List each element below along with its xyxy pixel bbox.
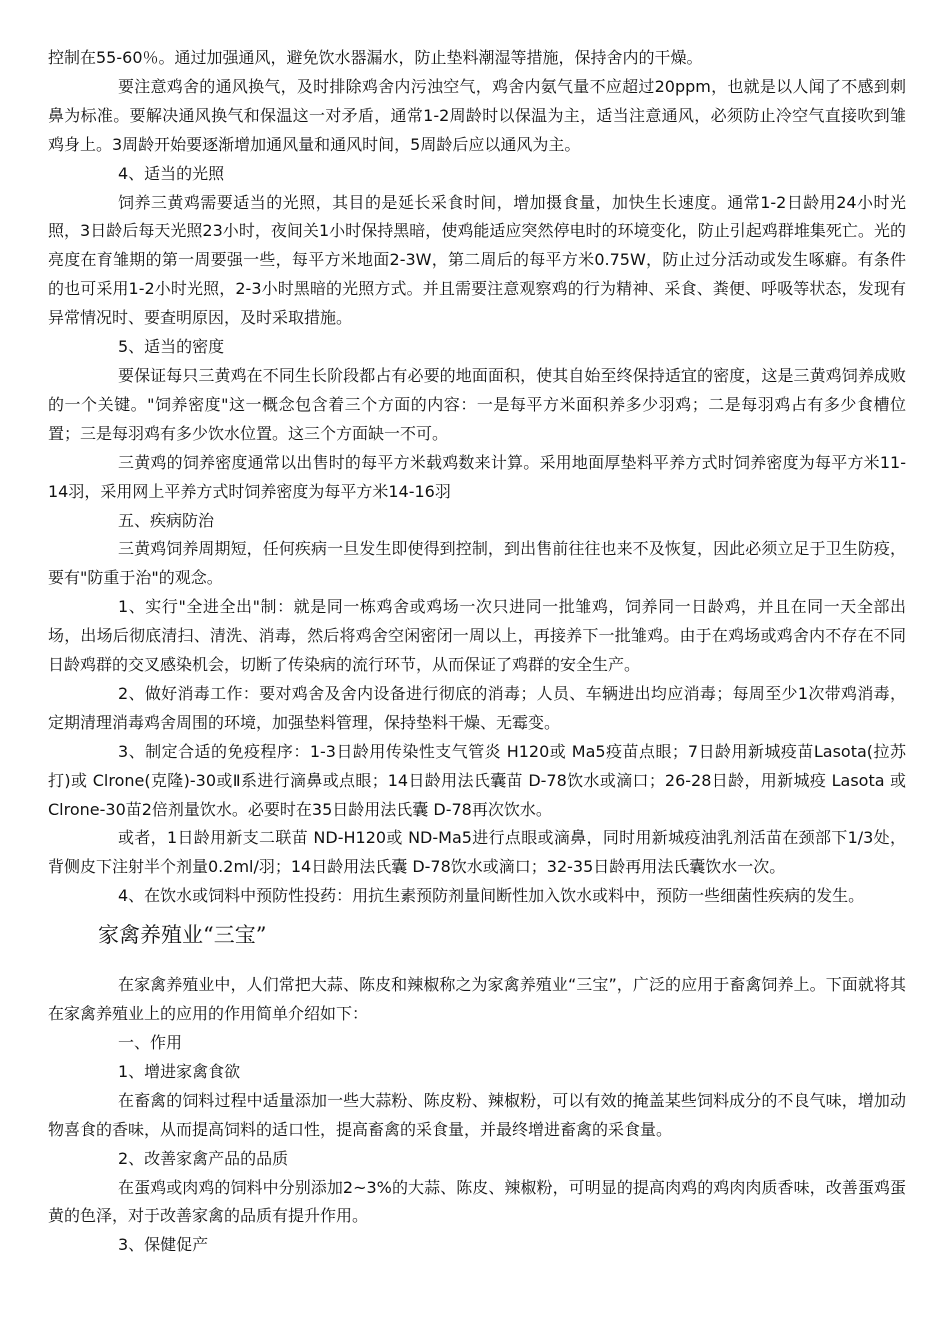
section-heading: 五、疾病防治 xyxy=(118,510,215,530)
subheading: 1、增进家禽食欲 xyxy=(118,1061,241,1081)
body-section-2 xyxy=(48,971,906,1260)
document-page xyxy=(48,44,906,1260)
paragraph: 在畜禽的饲料过程中适量添加一些大蒜粉、陈皮粉、辣椒粉，可以有效的掩盖某些饲料成分的不良气味，增加动物喜食的香味，从而提高饲料的适口性，提高畜禽的采食量，并最终增进畜禽的采食量。 xyxy=(48,1090,906,1139)
article-title: 家禽养殖业“三宝” xyxy=(98,923,267,948)
paragraph: 要保证每只三黄鸡在不同生长阶段都占有必要的地面面积，使其自始至终保持适宜的密度，这是三黄鸡饲养成败的一个关键。"饲养密度"这一概念包含着三个方面的内容：一是每平方米面积养多少羽鸡；二是每羽鸡占有多少食槽位置；三是每羽鸡有多少饮水位置。这三个方面缺一不可。 xyxy=(48,365,906,443)
paragraph: 3、制定合适的免疫程序：1-3日龄用传染性支气管炎 H120或 Ma5疫苗点眼；7日龄用新城疫苗Lasota(拉苏打)或 Clrone(克隆)-30或Ⅱ系进行滴鼻或点眼；14日龄用法氏囊苗 D-78饮水或滴口；26-28日龄，用新城疫 Lasota 或 Clrone-30苗2倍剂量饮水。必要时在35日龄用法氏囊 D-78再次饮水。 xyxy=(48,741,906,819)
subheading: 2、改善家禽产品的品质 xyxy=(118,1148,289,1168)
paragraph: 三黄鸡的饲养密度通常以出售时的每平方米载鸡数来计算。采用地面厚垫料平养方式时饲养密度为每平方米11-14羽，采用网上平养方式时饲养密度为每平方米14-16羽 xyxy=(48,452,906,501)
paragraph: 控制在55-60％。通过加强通风，避免饮水器漏水，防止垫料潮湿等措施，保持舍内的干燥。 xyxy=(48,48,703,67)
paragraph: 在蛋鸡或肉鸡的饲料中分别添加2~3%的大蒜、陈皮、辣椒粉，可明显的提高肉鸡的鸡肉肉质香味，改善蛋鸡蛋黄的色泽，对于改善家禽的品质有提升作用。 xyxy=(48,1177,906,1226)
paragraph: 或者，1日龄用新支二联苗 ND-H120或 ND-Ma5进行点眼或滴鼻，同时用新城疫油乳剂活苗在颈部下1/3处，背侧皮下注射半个剂量0.2ml/羽；14日龄用法氏囊 D-78饮水或滴口；32-35日龄再用法氏囊饮水一次。 xyxy=(48,828,906,877)
section-heading: 一、作用 xyxy=(118,1033,183,1052)
paragraph: 三黄鸡饲养周期短，任何疾病一旦发生即使得到控制，到出售前往往也来不及恢复，因此必须立足于卫生防疫，要有"防重于治"的观念。 xyxy=(48,539,906,588)
paragraph: 2、做好消毒工作：要对鸡舍及舍内设备进行彻底的消毒；人员、车辆进出均应消毒；每周至少1次带鸡消毒，定期清理消毒鸡舍周围的环境，加强垫料管理，保持垫料干燥、无霉变。 xyxy=(48,683,906,732)
paragraph: 1、实行"全进全出"制：就是同一栋鸡舍或鸡场一次只进同一批雏鸡，饲养同一日龄鸡，并且在同一天全部出场，出场后彻底清扫、清洗、消毒，然后将鸡舍空闲密闭一周以上，再接养下一批雏鸡。由于在鸡场或鸡舍内不存在不同日龄鸡群的交叉感染机会，切断了传染病的流行环节，从而保证了鸡群的安全生产。 xyxy=(48,597,906,675)
subheading: 4、适当的光照 xyxy=(118,163,225,183)
paragraph: 饲养三黄鸡需要适当的光照，其目的是延长采食时间，增加摄食量，加快生长速度。通常1-2日龄用24小时光照，3日龄后每天光照23小时，夜间关1小时保持黑暗，使鸡能适应突然停电时的环境变化，防止引起鸡群堆集死亡。光的亮度在育雏期的第一周要强一些，每平方米地面2-3W，第二周后的每平方米0.75W，防止过分活动或发生啄癖。有条件的也可采用1-2小时光照，2-3小时黑暗的光照方式。并且需要注意观察鸡的行为精神、采食、粪便、呼吸等状态，发现有异常情况时、要查明原因，及时采取措施。 xyxy=(48,192,906,328)
subheading: 5、适当的密度 xyxy=(118,337,225,357)
body-section-1 xyxy=(48,44,906,911)
paragraph: 在家禽养殖业中，人们常把大蒜、陈皮和辣椒称之为家禽养殖业“三宝”，广泛的应用于畜禽饲养上。下面就将其在家禽养殖业上的应用的作用简单介绍如下： xyxy=(48,975,906,1024)
paragraph: 4、在饮水或饲料中预防性投药：用抗生素预防剂量间断性加入饮水或料中，预防一些细菌性疾病的发生。 xyxy=(118,886,865,906)
paragraph: 要注意鸡舍的通风换气，及时排除鸡舍内污浊空气，鸡舍内氨气量不应超过20ppm，也就是以人闻了不感到刺鼻为标准。要解决通风换气和保温这一对矛盾，通常1-2周龄时以保温为主，适当注意通风，必须防止冷空气直接吹到雏鸡身上。3周龄开始要逐渐增加通风量和通风时间，5周龄后应以通风为主。 xyxy=(48,76,906,154)
subheading: 3、保健促产 xyxy=(118,1235,209,1255)
